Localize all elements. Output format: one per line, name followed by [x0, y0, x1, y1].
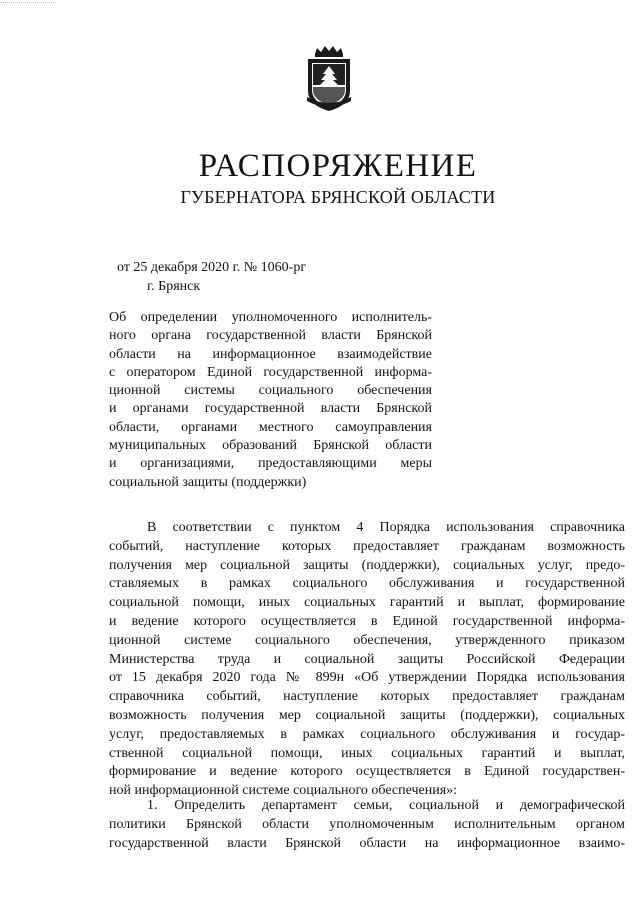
subject-line: Об определении уполномоченного исполнитель-	[109, 310, 432, 325]
preamble-line: социальной помощи, иных социальных гарантий и выплат, формирование	[109, 595, 625, 611]
preamble-line: В соответствии с пунктом 4 Порядка использования справочника	[147, 520, 625, 535]
preamble-line: ционной системе социального обеспечения, утвержденного приказом	[109, 632, 625, 648]
preamble-line: ставляемых в рамках социального обслуживания и государственной	[109, 576, 625, 592]
preamble-line: событий, наступление которых предоставляет гражданам возможность	[109, 538, 625, 554]
preamble-line: ственной социальной помощи, иных социальных гарантий и выплат,	[109, 745, 625, 761]
document-subject	[109, 309, 432, 492]
bryansk-oblast-coat-of-arms-icon	[304, 45, 354, 113]
preamble-line: ной информационной системе социального обеспечения»:	[109, 783, 458, 799]
subject-line: с оператором Единой государственной информа-	[109, 364, 432, 380]
preamble-line: Министерства труда и социальной защиты Российской Федерации	[109, 651, 625, 667]
preamble-line: от 15 декабря 2020 года № 899н «Об утверждении Порядка использования	[109, 670, 625, 686]
preamble-line: услуг, предоставляемых в рамках социального обслуживания и государ-	[109, 726, 625, 742]
preamble-line: возможность получения мер социальной защиты (поддержки), социальных	[109, 707, 625, 723]
scan-edge-mark	[0, 2, 56, 7]
preamble-line: формирование и ведение которого осуществляется в Единой государствен-	[109, 764, 625, 780]
item-1-line: политики Брянской области уполномоченным исполнительным органом	[109, 816, 625, 832]
document-city: г. Брянск	[147, 279, 201, 294]
preamble-paragraph	[109, 519, 625, 801]
subject-line: и организациями, предоставляющими меры	[109, 456, 432, 472]
document-date-number: от 25 декабря 2020 г. № 1060-рг	[117, 260, 307, 275]
item-1-paragraph	[109, 797, 625, 853]
subject-line: ционной системы социального обеспечения	[109, 383, 432, 399]
preamble-line: получения мер социальной защиты (поддержки), социальных услуг, предо-	[109, 557, 625, 573]
subject-line: социальной защиты (поддержки)	[109, 474, 307, 490]
subject-line: области, органами местного самоуправления	[109, 419, 432, 435]
preamble-line: справочника событий, наступление которых предоставляет гражданам	[109, 689, 625, 705]
preamble-line: и ведение которого осуществляется в Единой государственной информа-	[109, 613, 625, 629]
subject-line: области на информационное взаимодействие	[109, 346, 432, 362]
item-1-line: 1. Определить департамент семьи, социальной и демографической	[147, 798, 625, 813]
subject-line: и органами государственной власти Брянской	[109, 401, 432, 417]
document-title: РАСПОРЯЖЕНИЕ	[198, 148, 478, 184]
subject-line: ного органа государственной власти Брянской	[109, 328, 432, 344]
subject-line: муниципальных образований Брянской области	[109, 438, 432, 454]
document-subtitle: ГУБЕРНАТОРА БРЯНСКОЙ ОБЛАСТИ	[180, 187, 496, 207]
item-1-line: государственной власти Брянской области на информационное взаимо-	[109, 835, 625, 851]
